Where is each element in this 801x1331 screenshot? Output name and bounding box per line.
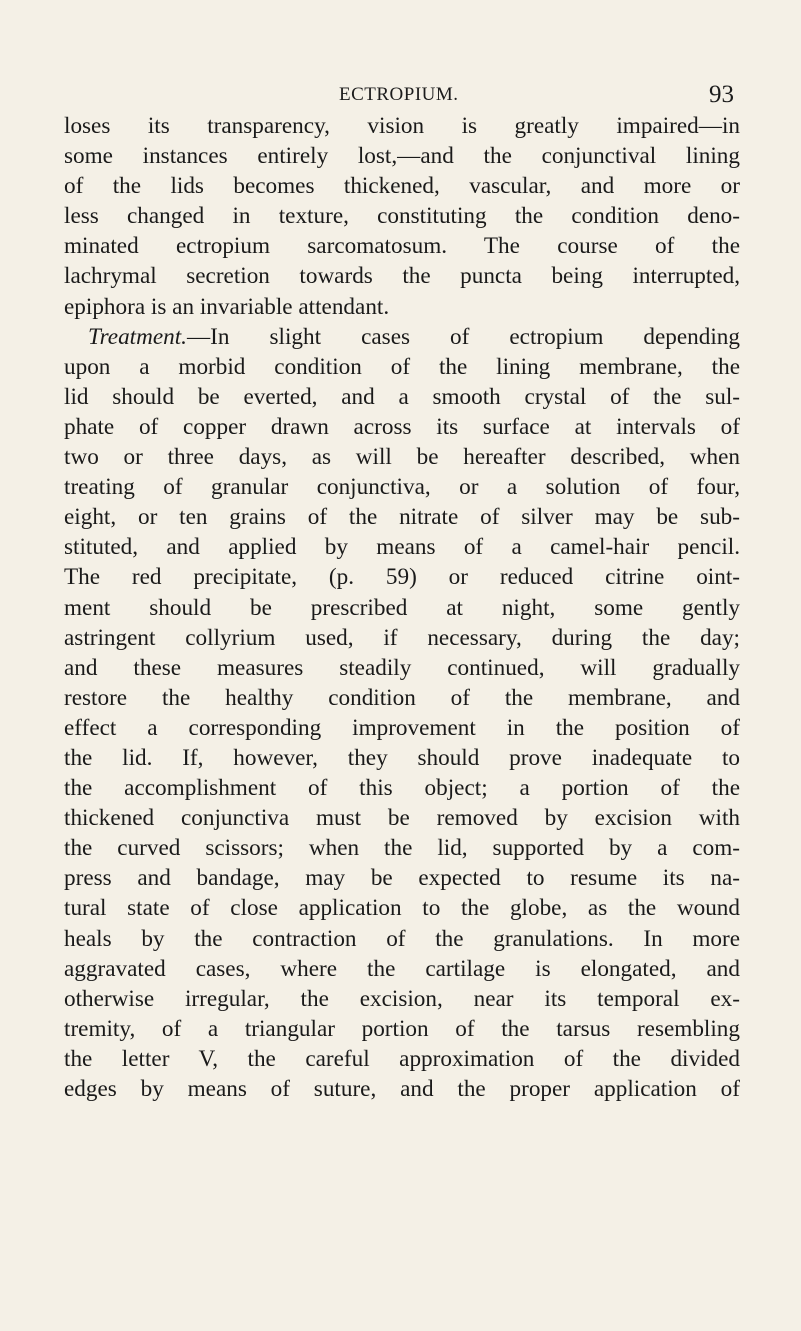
text-line: tural state of close application to the globe, as the wound	[64, 895, 740, 922]
text-line: and these measures steadily continued, will gradually	[64, 654, 740, 681]
text-line: less changed in texture, constituting the condition deno-	[64, 203, 740, 230]
text-line: otherwise irregular, the excision, near its temporal ex-	[64, 985, 740, 1012]
text-line: eight, or ten grains of the nitrate of silver may be sub-	[64, 504, 740, 531]
text-line: heals by the contraction of the granulations. In more	[64, 925, 740, 952]
text-line: upon a morbid condition of the lining membrane, the	[64, 353, 740, 380]
text-line: minated ectropium sarcomatosum. The course of the	[64, 233, 740, 260]
text-line: astringent collyrium used, if necessary, during the day;	[64, 624, 740, 651]
text-line: edges by means of suture, and the proper application of	[64, 1076, 740, 1102]
text-line: press and bandage, may be expected to resume its na-	[64, 865, 740, 892]
text-line: lid should be everted, and a smooth crystal of the sul-	[64, 383, 740, 410]
text-line: —In slight cases of ectropium depending	[186, 323, 740, 350]
treatment-paragraph-first-line	[64, 322, 740, 352]
text-line: of the lids becomes thickened, vascular, and more or	[64, 173, 740, 200]
text-line: the accomplishment of this object; a portion of the	[64, 775, 740, 802]
text-line: stituted, and applied by means of a camel-hair pencil.	[64, 534, 740, 561]
text-line: epiphora is an invariable attendant.	[64, 293, 390, 320]
text-line: loses its transparency, vision is greatly impaired—in	[64, 113, 740, 139]
running-head: ECTROPIUM.	[339, 84, 459, 105]
text-line: phate of copper drawn across its surface at intervals of	[64, 413, 740, 440]
text-line: lachrymal secretion towards the puncta being interrupted,	[64, 263, 740, 290]
page-number: 93	[709, 81, 734, 108]
text-line: treating of granular conjunctiva, or a solution of four,	[64, 474, 740, 501]
text-line: the letter V, the careful approximation of the divided	[64, 1045, 740, 1072]
text-line: two or three days, as will be hereafter described, when	[64, 444, 740, 471]
text-line: aggravated cases, where the cartilage is elongated, and	[64, 955, 740, 982]
text-line: the lid. If, however, they should prove inadequate to	[64, 744, 740, 771]
treatment-heading: Treatment.	[88, 323, 187, 350]
text-line: some instances entirely lost,—and the conjunctival lining	[64, 143, 740, 170]
text-line: ment should be prescribed at night, some gently	[64, 594, 740, 621]
text-line: the curved scissors; when the lid, supported by a com-	[64, 835, 740, 862]
text-line: effect a corresponding improvement in the position of	[64, 714, 740, 741]
text-line: thickened conjunctiva must be removed by excision with	[64, 805, 740, 832]
text-line: tremity, of a triangular portion of the tarsus resembling	[64, 1015, 740, 1042]
body-text	[64, 111, 740, 1104]
text-line: The red precipitate, (p. 59) or reduced citrine oint-	[64, 564, 740, 591]
text-line: restore the healthy condition of the membrane, and	[64, 684, 740, 711]
page-header	[0, 78, 801, 108]
